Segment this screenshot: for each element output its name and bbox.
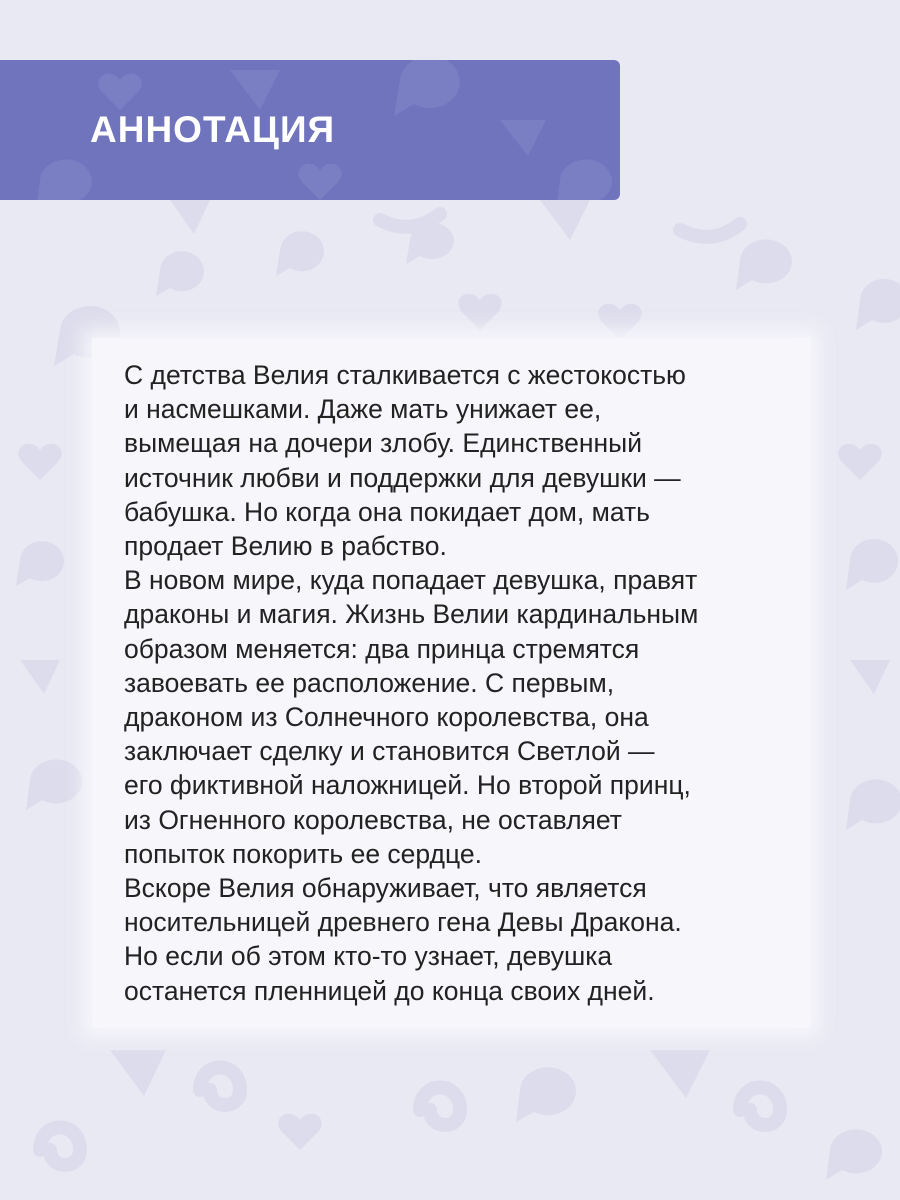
curl-icon <box>680 224 740 237</box>
heart-icon <box>18 444 61 480</box>
header-banner <box>0 60 620 200</box>
speech-bubble-icon <box>16 541 64 586</box>
annotation-paragraph: С детства Велия сталкивается с жестокостью и насмешками. Даже мать унижает ее, вымещая на дочери злобу. Единственный источник любви и поддержки для девушки — бабушка. Но когда она покидает дом, мать продает Велию в рабство. <box>124 360 686 562</box>
heart-icon <box>838 444 881 480</box>
triangle-icon <box>20 660 60 694</box>
curl-icon <box>420 1088 460 1126</box>
speech-bubble-icon <box>736 239 792 290</box>
page-title: АННОТАЦИЯ <box>90 109 336 150</box>
speech-bubble-icon <box>856 279 900 330</box>
curl-icon <box>40 1128 80 1166</box>
triangle-icon <box>650 1050 710 1098</box>
triangle-icon <box>540 200 590 240</box>
heart-icon <box>458 294 501 330</box>
speech-bubble-icon <box>556 159 612 200</box>
speech-bubble-icon <box>846 779 900 830</box>
triangle-icon <box>500 120 546 156</box>
speech-bubble-icon <box>36 159 92 200</box>
speech-bubble-icon <box>394 60 460 116</box>
curl-icon <box>740 1088 780 1126</box>
triangle-icon <box>170 200 210 234</box>
speech-bubble-icon <box>156 251 204 296</box>
curl-icon <box>380 214 440 227</box>
speech-bubble-icon <box>276 231 324 276</box>
speech-bubble-icon <box>516 1067 576 1122</box>
speech-bubble-icon <box>26 759 82 810</box>
heart-icon <box>278 1114 321 1150</box>
annotation-paragraph: Вскоре Велия обнаруживает, что является носительницей древнего гена Девы Дракона. Но если об этом кто-то узнает, девушка останется пленницей до конца своих дней. <box>124 873 682 1006</box>
speech-bubble-icon <box>826 1129 882 1180</box>
annotation-paragraph: В новом мире, куда попадает девушка, правят драконы и магия. Жизнь Велии кардинальным образом меняется: два принца стремятся завоевать ее расположение. С первым, драконом из Солнечного королевства, она заключает сделку и становится Светлой — его фиктивной наложницей. Но второй принц, из Огненного королевства, не оставляет попыток покорить ее сердце. <box>124 565 699 869</box>
curl-icon <box>200 1068 240 1106</box>
annotation-text <box>124 358 804 1008</box>
speech-bubble-icon <box>846 539 898 590</box>
heart-icon <box>598 304 641 340</box>
triangle-icon <box>110 1050 166 1096</box>
triangle-icon <box>850 660 890 694</box>
